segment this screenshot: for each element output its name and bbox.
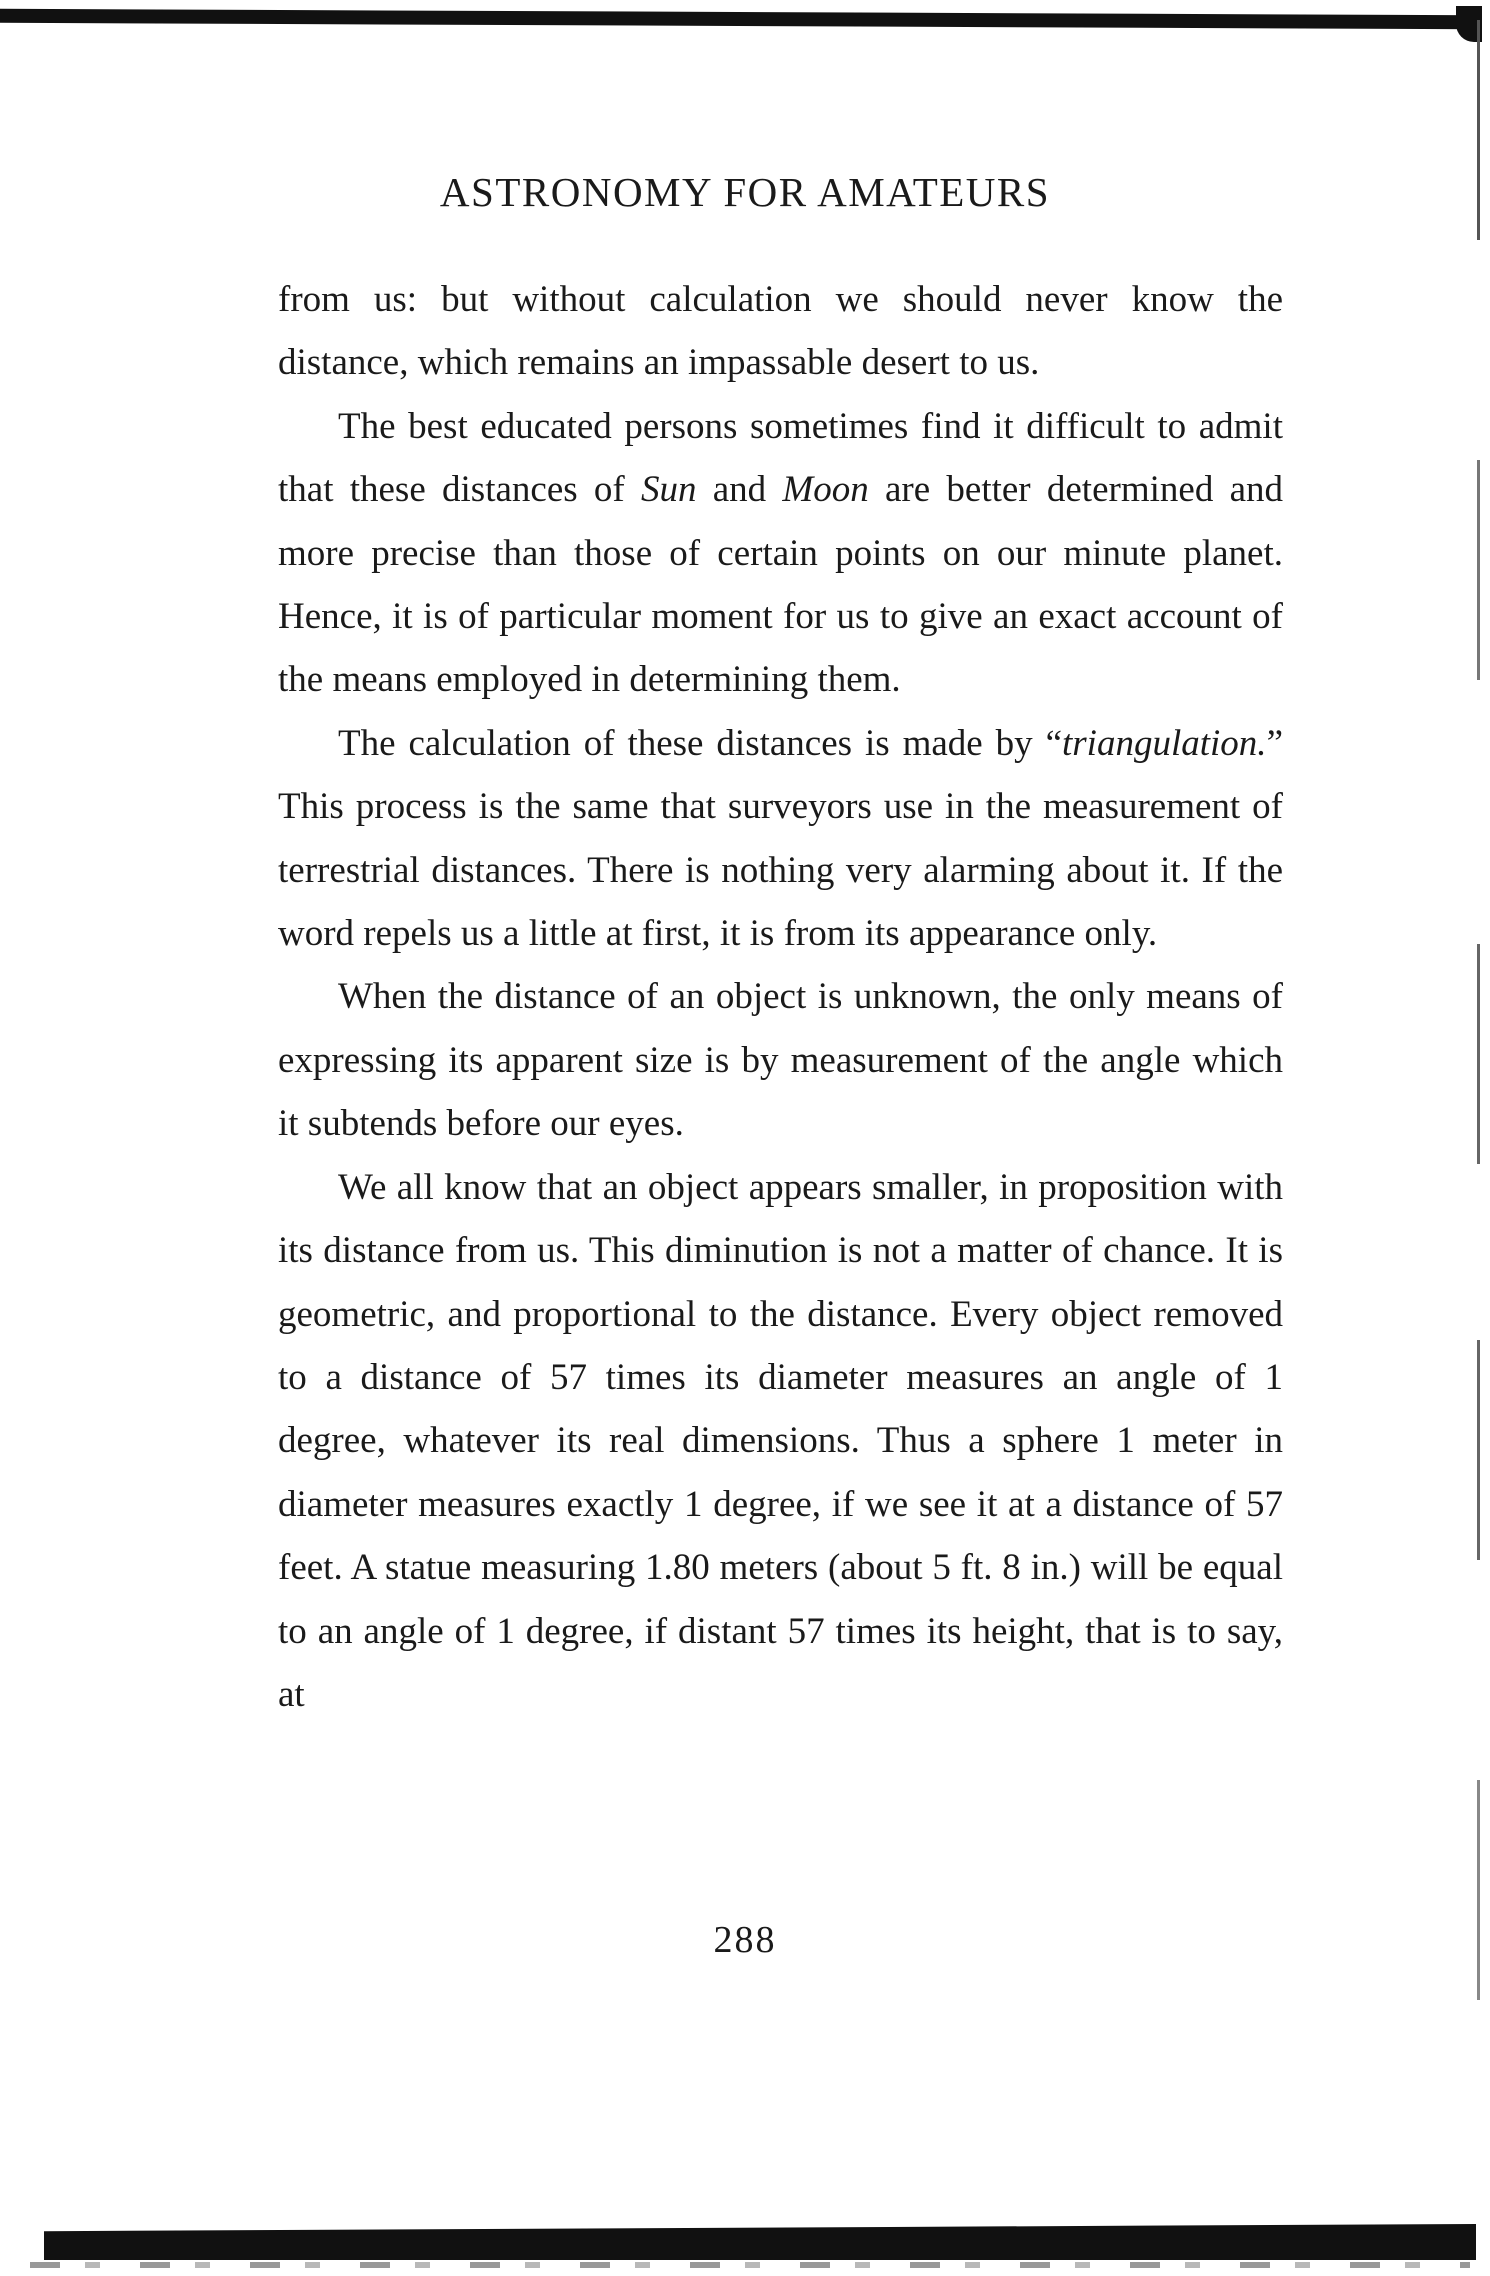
text-run: ” This process is the same that surveyors use in the measurement of terrestrial distances. There is nothing very alarming about it. If the word repels us a little at first, it is from its appearance only. <box>278 722 1283 955</box>
text-run: from us: but without calculation we should never know the distance, which remains an impassable desert to us. <box>278 279 1283 384</box>
text-run: are better determined and more precise than those of certain points on our minute planet. Hence, it is of particular moment for us to give an exact account of the means employed in determining them. <box>278 469 1283 701</box>
italic-word-moon: Moon <box>782 469 869 511</box>
text-run: The best educated persons sometimes find it difficult to admit that these distances of <box>278 405 1283 511</box>
paragraph-3 <box>278 712 1283 966</box>
paragraph-1 <box>278 268 1283 395</box>
text-run: When the distance of an object is unknown, the only means of expressing its apparent size is by measurement of the angle which it subtends before our eyes. <box>278 976 1283 1145</box>
scan-border-bottom <box>44 2224 1476 2260</box>
scan-noise <box>30 2262 1470 2268</box>
paragraph-5 <box>278 1156 1283 1727</box>
paragraph-2 <box>278 395 1283 712</box>
scan-border-right <box>1477 20 1480 2220</box>
italic-term-triangulation: triangulation. <box>1062 722 1267 764</box>
scan-border-top <box>0 9 1474 29</box>
text-run: and <box>696 469 783 511</box>
italic-word-sun: Sun <box>640 469 697 511</box>
running-head: ASTRONOMY FOR AMATEURS <box>439 169 1051 215</box>
body-text <box>278 268 1283 1726</box>
paragraph-4 <box>278 965 1283 1155</box>
page-number: 288 <box>713 1919 777 1961</box>
text-run: The calculation of these distances is made by “ <box>338 722 1062 764</box>
text-run: We all know that an object appears smaller, in proposition with its distance from us. This diminution is not a matter of chance. It is geometric, and proportional to the distance. Every object removed to a distance of 57 times its diameter measures an angle of 1 degree, whatever its real dimensions. Thus a sphere 1 meter in diameter measures exactly 1 degree, if we see it at a distance of 57 feet. A statue measuring 1.80 meters (about 5 ft. 8 in.) will be equal to an angle of 1 degree, if distant 57 times its height, that is to say, at <box>278 1166 1283 1715</box>
